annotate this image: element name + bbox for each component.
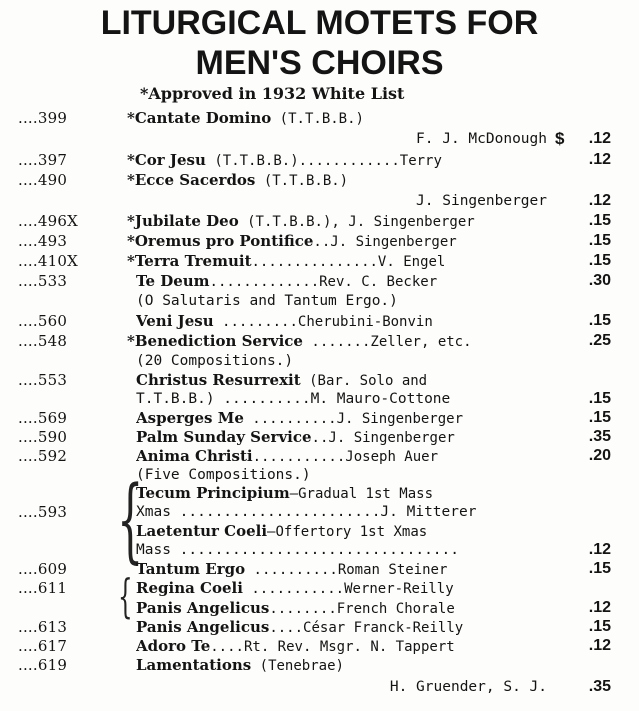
motet-title: Panis Angelicus [136,618,270,636]
catalog-row [0,251,639,271]
motet-entry [136,617,544,638]
motet-entry [136,598,544,619]
motet-title: *Benediction Service [127,332,303,350]
catalog-number: ....533 [18,272,68,290]
motet-detail: (Tenebrae) [251,658,344,674]
motet-detail: ........French Chorale [269,601,455,617]
motet-entry [136,559,544,580]
catalog-row [0,170,639,190]
motet-detail: ..........J. Singenberger [243,411,464,427]
motet-entry [136,370,544,391]
price: .15 [588,252,611,269]
catalog-row [0,578,639,598]
motet-detail: —Gradual 1st Mass [289,486,433,502]
catalog-number: ....399 [18,109,68,127]
catalog-row [0,677,639,697]
motet-title: *Cantate Domino [127,109,272,127]
catalog-row [0,389,639,409]
dollar-sign: $ [555,129,565,148]
catalog-number: ....560 [18,312,68,330]
motet-detail: ..........Roman Steiner [245,562,448,578]
motet-entry [136,483,544,504]
price: .25 [588,332,611,349]
motet-title: Adoro Te [136,637,211,655]
catalog-row [0,231,639,251]
price: .20 [588,447,611,464]
motet-entry [136,446,544,467]
composer: H. Gruender, S. J. [389,679,547,695]
motet-detail: (T.T.B.B.) [271,111,364,127]
motet-detail-line: Mass ................................ [136,542,460,558]
motet-detail-line: Xmas .......................J. Mitterer [136,504,477,520]
catalog-row [0,446,639,466]
motet-title: *Cor Jesu [127,151,206,169]
page-title-line-1: LITURGICAL MOTETS FOR [100,4,539,42]
motet-entry [136,427,544,448]
motet-title: Veni Jesu [136,312,214,330]
motet-title: Panis Angelicus [136,599,270,617]
catalog-number: ....611 [18,579,68,597]
motet-detail: ..J. Singenberger [311,430,455,446]
catalog-row [0,129,639,149]
catalog-row [0,559,639,579]
catalog-row [0,150,639,170]
subtitle: *Approved in 1932 White List [140,84,405,103]
motet-entry [127,251,535,272]
motet-title: Laetentur Coeli [136,522,268,540]
motet-title: Tecum Principium [136,484,290,502]
catalog-number: ....493 [18,232,68,250]
page-title-line-2: MEN'S CHOIRS [195,44,444,82]
catalog-row [0,191,639,211]
catalog-number: ....592 [18,447,68,465]
catalog-row [0,271,639,291]
price: .12 [588,192,611,209]
motet-detail: ...........Joseph Auer [252,449,439,465]
catalog-row [0,636,639,656]
catalog-number: ....617 [18,637,68,655]
catalog-row [0,483,639,503]
motet-title: Asperges Me [136,409,244,427]
motet-title: *Oremus pro Pontifice [127,232,314,250]
motet-title: Regina Coeli [136,579,243,597]
catalog-row [0,211,639,231]
price: .30 [588,272,611,289]
catalog-row [0,408,639,428]
motet-title: Palm Sunday Service [136,428,312,446]
motet-entry [127,211,535,232]
price: .15 [588,560,611,577]
motet-detail: (Bar. Solo and [300,373,428,389]
motet-detail: (T.T.B.B.), J. Singenberger [238,214,475,230]
catalog-number: ....490 [18,171,68,189]
composer: F. J. McDonough [416,131,547,147]
catalog-row [0,331,639,351]
catalog-row [0,370,639,390]
price: .35 [588,428,611,445]
motet-entry [136,521,544,542]
motet-detail: .........Cherubini-Bonvin [213,314,433,330]
catalog-row [0,291,639,311]
catalog-row [0,655,639,675]
catalog-number: ....569 [18,409,68,427]
motet-title: *Terra Tremuit [127,252,252,270]
motet-detail: —Offertory 1st Xmas [267,524,428,540]
motet-detail: ....César Franck-Reilly [269,620,464,636]
motet-title: Lamentations [136,656,252,674]
motet-entry [136,271,544,292]
motet-entry [136,408,544,429]
catalog-number: ....609 [18,560,68,578]
motet-detail-line: T.T.B.B.) ..........M. Mauro-Cottone [136,391,451,407]
motet-entry [127,331,535,352]
motet-title: *Jubilate Deo [127,212,239,230]
price: .15 [588,232,611,249]
catalog-row [0,540,639,560]
price: .15 [588,618,611,635]
catalog-number: ....593 [18,503,68,521]
motet-entry [136,311,544,332]
motet-detail: (T.T.B.B.) [255,173,349,189]
composer: J. Singenberger [416,193,547,209]
motet-entry [127,231,535,252]
motet-entry [136,636,544,657]
motet-detail: .............Rev. C. Becker [209,274,438,290]
motet-entry [127,170,535,191]
price: .15 [588,312,611,329]
catalog-number: ....553 [18,371,68,389]
motet-entry [136,655,544,676]
price: .15 [588,390,611,407]
motet-title: *Ecce Sacerdos [127,171,256,189]
price: .12 [588,599,611,616]
motet-entry [127,150,535,171]
catalog-number: ....397 [18,151,68,169]
catalog-row [0,502,639,522]
catalog-row [0,617,639,637]
catalog-row [0,598,639,618]
catalog-row [0,108,639,128]
motet-detail: ....Rt. Rev. Msgr. N. Tappert [210,639,455,655]
price: .12 [588,637,611,654]
catalog-row [0,427,639,447]
motet-title: Christus Resurrexit [136,371,301,389]
catalog-number: ....548 [18,332,68,350]
motet-note: (O Salutaris and Tantum Ergo.) [136,293,398,309]
motet-title: Te Deum [136,272,210,290]
catalog-row [0,521,639,541]
catalog-row [0,351,639,371]
motet-detail: .......Zeller, etc. [302,334,472,350]
price: .15 [588,409,611,426]
left-brace: { [117,466,144,573]
motet-title: Anima Christi [136,447,253,465]
motet-detail: (T.T.B.B.)............Terry [205,153,442,169]
catalog-number: ....496X [18,212,78,230]
catalog-number: ....619 [18,656,68,674]
price: .12 [588,130,611,147]
catalog-number: ....410X [18,252,78,270]
motet-detail: ...............V. Engel [251,254,446,270]
motet-detail: ..J. Singenberger [313,234,457,250]
catalog-row [0,311,639,331]
price: .35 [588,678,611,695]
left-brace: { [118,569,133,623]
motet-title: Tantum Ergo [136,560,246,578]
motet-note: (Five Compositions.) [136,467,311,483]
catalog-number: ....613 [18,618,68,636]
motet-entry [127,108,535,129]
price: .15 [588,212,611,229]
motet-note: (20 Compositions.) [136,353,294,369]
price: .12 [588,541,611,558]
motet-detail: ...........Werner-Reilly [242,581,454,597]
price: .12 [588,151,611,168]
catalog-number: ....590 [18,428,68,446]
motet-entry [136,578,544,599]
catalog-row [0,465,639,485]
